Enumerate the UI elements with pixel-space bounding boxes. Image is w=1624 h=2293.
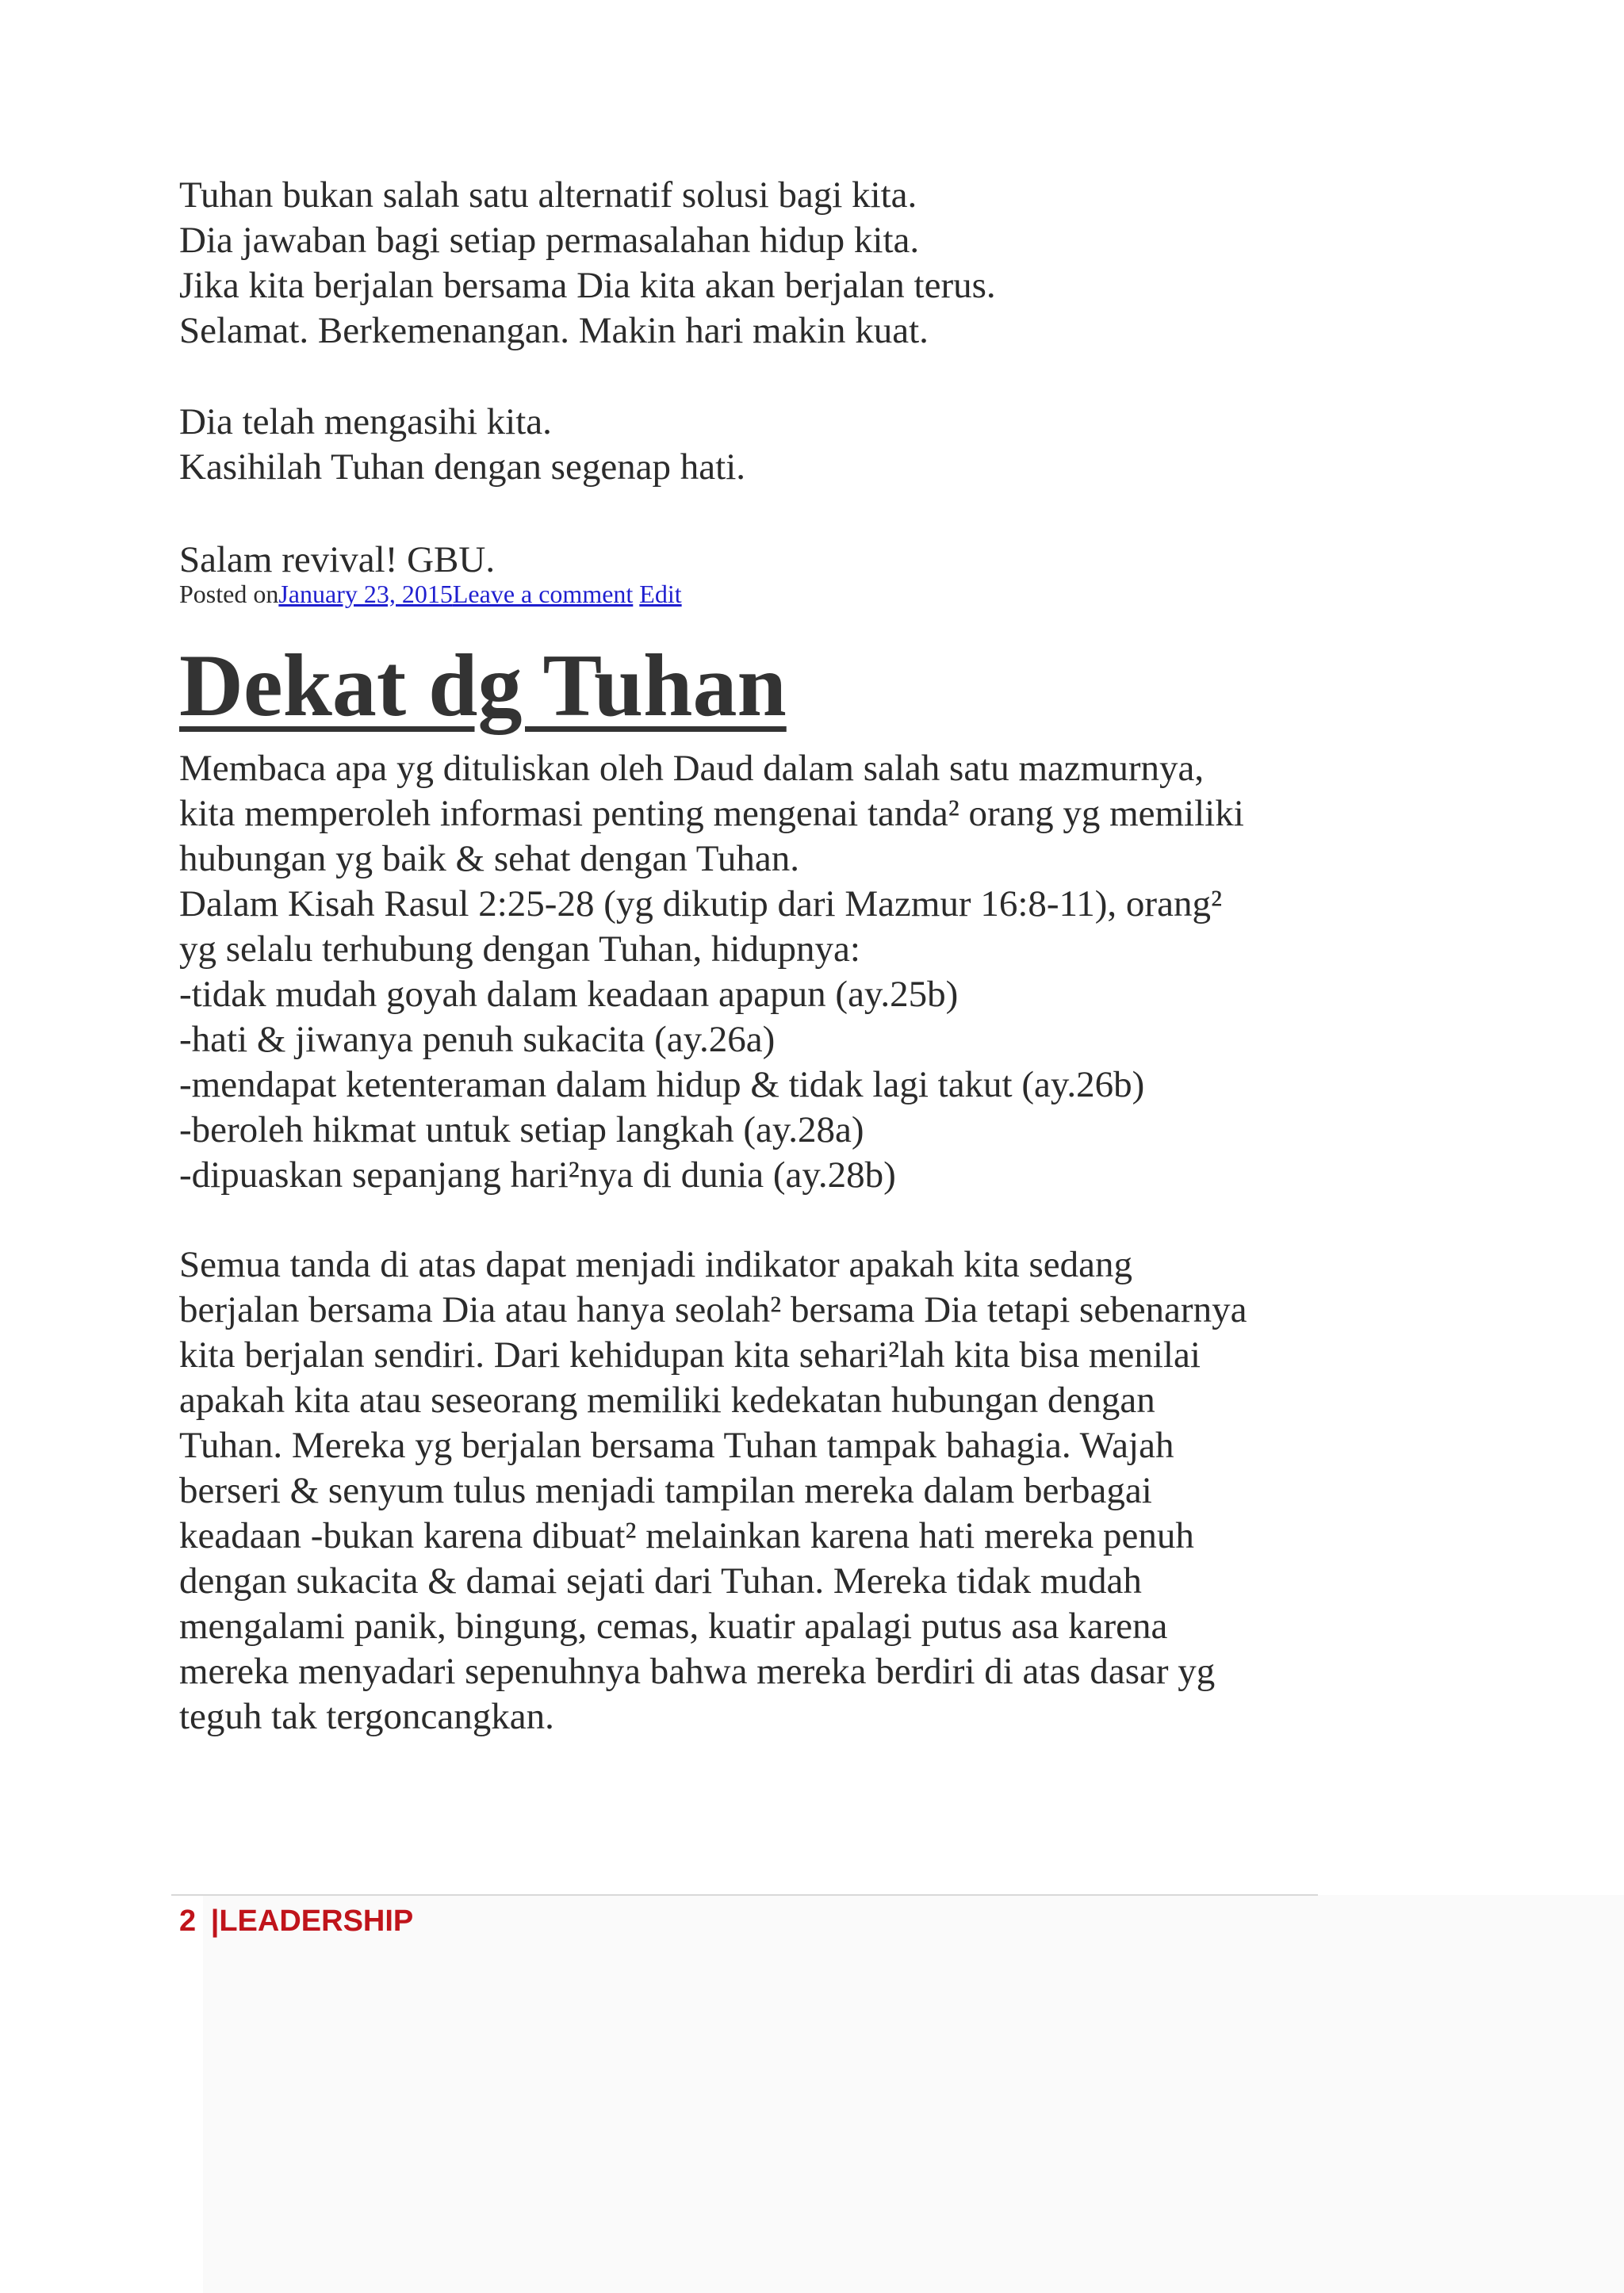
post-content — [179, 173, 1321, 1740]
paragraph-line: kita memperoleh informasi penting mengenai tanda² orang yg memiliki — [179, 793, 1244, 834]
list-item: -beroleh hikmat untuk setiap langkah (ay.28a) — [179, 1109, 864, 1150]
paragraph-line: keadaan -bukan karena dibuat² melainkan karena hati mereka penuh — [179, 1515, 1194, 1556]
paragraph-line: Membaca apa yg dituliskan oleh Daud dalam salah satu mazmurnya, — [179, 748, 1205, 789]
paragraph-line: teguh tak tergoncangkan. — [179, 1696, 554, 1737]
article-paragraph-1 — [179, 746, 1321, 1198]
post-meta — [179, 580, 1321, 608]
article-paragraph-2 — [179, 1242, 1321, 1740]
footer-divider — [171, 1894, 1318, 1896]
footer-section: LEADERSHIP — [219, 1904, 414, 1938]
spacer — [179, 1198, 1321, 1242]
paragraph-line: mengalami panik, bingung, cemas, kuatir apalagi putus asa karena — [179, 1606, 1168, 1647]
list-item: -tidak mudah goyah dalam keadaan apapun (ay.25b) — [179, 974, 959, 1015]
page-shadow — [203, 1895, 1624, 2293]
intro-line: Dia jawaban bagi setiap permasalahan hidup kita. — [179, 220, 920, 261]
paragraph-line: mereka menyadari sepenuhnya bahwa mereka berdiri di atas dasar yg — [179, 1651, 1216, 1692]
list-item: -mendapat ketenteraman dalam hidup & tidak lagi takut (ay.26b) — [179, 1064, 1145, 1105]
page-number: 2 — [179, 1904, 197, 1938]
edit-link[interactable]: Edit — [639, 580, 682, 608]
page-footer — [179, 1901, 413, 1941]
post-date-link[interactable]: January 23, 2015 — [278, 580, 453, 608]
intro-line: Jika kita berjalan bersama Dia kita akan berjalan terus. — [179, 265, 996, 306]
list-item: -hati & jiwanya penuh sukacita (ay.26a) — [179, 1019, 776, 1060]
footer-separator: | — [210, 1904, 220, 1938]
paragraph-line: hubungan yg baik & sehat dengan Tuhan. — [179, 838, 799, 879]
paragraph-line: apakah kita atau seseorang memiliki kedekatan hubungan dengan — [179, 1380, 1155, 1421]
paragraph-line: dengan sukacita & damai sejati dari Tuhan. Mereka tidak mudah — [179, 1560, 1142, 1602]
spacer — [179, 490, 1321, 538]
paragraph-line: Semua tanda di atas dapat menjadi indikator apakah kita sedang — [179, 1244, 1133, 1285]
paragraph-line: kita berjalan sendiri. Dari kehidupan kita sehari²lah kita bisa menilai — [179, 1334, 1201, 1376]
intro-line: Kasihilah Tuhan dengan segenap hati. — [179, 446, 746, 488]
paragraph-line: Tuhan. Mereka yg berjalan bersama Tuhan tampak bahagia. Wajah — [179, 1425, 1174, 1466]
intro-line: Dia telah mengasihi kita. — [179, 401, 552, 442]
post-title[interactable]: Dekat dg Tuhan — [179, 637, 787, 735]
leave-comment-link[interactable]: Leave a comment — [452, 580, 634, 608]
intro-line: Selamat. Berkemenangan. Makin hari makin kuat. — [179, 310, 929, 351]
paragraph-line: yg selalu terhubung dengan Tuhan, hidupnya: — [179, 928, 860, 970]
paragraph-line: berseri & senyum tulus menjadi tampilan mereka dalam berbagai — [179, 1470, 1152, 1511]
list-item: -dipuaskan sepanjang hari²nya di dunia (ay.28b) — [179, 1154, 896, 1196]
closing-greeting: Salam revival! GBU. — [179, 539, 496, 580]
posted-on-label: Posted on — [179, 580, 279, 608]
spacer — [179, 354, 1321, 400]
paragraph-line: Dalam Kisah Rasul 2:25-28 (yg dikutip dari Mazmur 16:8-11), orang² — [179, 883, 1223, 924]
intro-line: Tuhan bukan salah satu alternatif solusi bagi kita. — [179, 174, 917, 216]
intro-block — [179, 173, 1321, 354]
paragraph-line: berjalan bersama Dia atau hanya seolah² bersama Dia tetapi sebenarnya — [179, 1289, 1247, 1330]
intro-block-2 — [179, 400, 1321, 490]
